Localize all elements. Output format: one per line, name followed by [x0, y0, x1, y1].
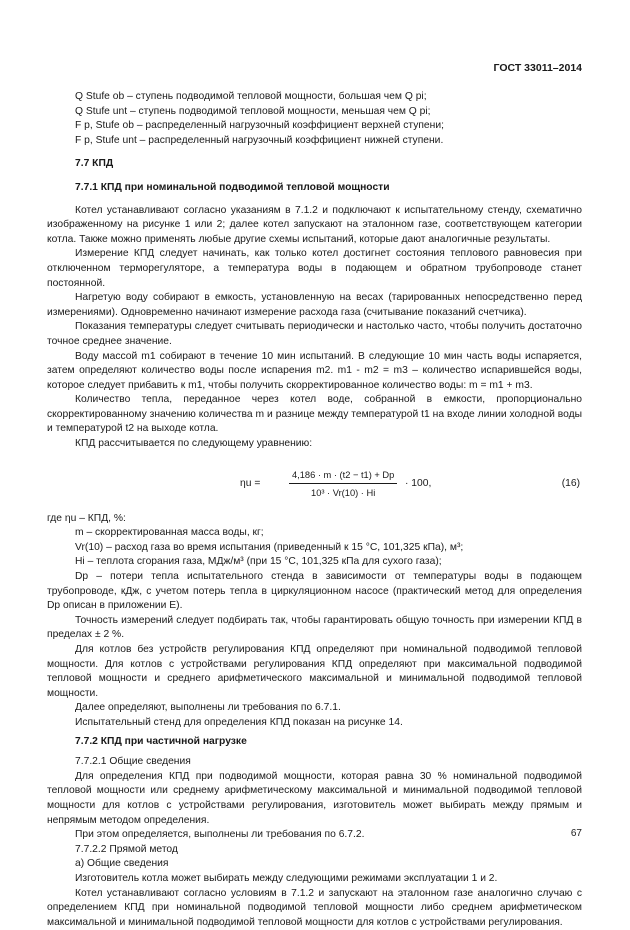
clause-title: 7.7.2.2 Прямой метод	[47, 843, 582, 858]
paragraph: Количество тепла, переданное через котел воде, собранной в емкости, пропорционально скорректированному значению количества m и разнице между температурой t1 на входе линии холодной воды и температурой t2 на выходе котла.	[47, 393, 582, 437]
subsection-heading: 7.7.2 КПД при частичной нагрузке	[47, 735, 582, 750]
equation-denominator: 10³ · Vr(10) · Hi	[289, 484, 397, 501]
equation-fraction	[289, 468, 397, 501]
equation-numerator: 4,186 · m · (t2 − t1) + Dp	[289, 468, 397, 485]
symbol-definition: Hi – теплота сгорания газа, МДж/м³ (при 15 °С, 101,325 кПа для сухого газа);	[47, 555, 582, 570]
paragraph: Воду массой m1 собирают в течение 10 мин испытаний. В следующие 10 мин часть воды испаряется, затем определяют количество воды после испарения m2. m1 - m2 = m3 – количество испарившейся воды, которое следует прибавить к m1, чтобы получить скорректированное количество воды: m = m1 + m3.	[47, 350, 582, 394]
paragraph: Далее определяют, выполнены ли требования по 6.7.1.	[47, 701, 582, 716]
section-heading: 7.7 КПД	[47, 157, 582, 172]
list-item-label: а) Общие сведения	[47, 857, 582, 872]
page-number: 67	[571, 828, 582, 839]
equation-lhs: ηu =	[240, 477, 260, 492]
symbol-definition: Q Stufe ob – ступень подводимой тепловой мощности, большая чем Q pi;	[47, 90, 582, 105]
paragraph: Котел устанавливают согласно условиям в 7.1.2 и запускают на эталонном газе аналогично случаю с определением КПД при номинальной подводимой тепловой мощности либо среднем арифметическом максимальной и минимальной подводимой тепловой мощности для котлов с устройствами регулирования.	[47, 887, 582, 930]
symbol-definition: F p, Stufe ob – распределенный нагрузочный коэффициент верхней ступени;	[47, 119, 582, 134]
paragraph: Измерение КПД следует начинать, как только котел достигнет состояния теплового равновесия при отключенном терморегуляторе, а температура воды в подающем и обратном трубопроводе станет постоянной.	[47, 247, 582, 291]
efficiency-equation	[47, 458, 582, 508]
paragraph: Для определения КПД при подводимой мощности, которая равна 30 % номинальной подводимой тепловой мощности или среднему арифметическому максимальной и минимальной подводимой тепловой мощности для котлов с устройствами регулирования, изготовитель может выбирать между прямым и непрямым методом определения.	[47, 770, 582, 828]
clause-title: 7.7.2.1 Общие сведения	[47, 755, 582, 770]
symbol-definition: F p, Stufe unt – распределенный нагрузочный коэффициент нижней ступени.	[47, 134, 582, 149]
symbol-definition: m – скорректированная масса воды, кг;	[47, 526, 582, 541]
paragraph: При этом определяется, выполнены ли требования по 6.7.2.	[47, 828, 582, 843]
symbol-definition: Q Stufe unt – ступень подводимой тепловой мощности, меньшая чем Q pi;	[47, 105, 582, 120]
subsection-heading: 7.7.1 КПД при номинальной подводимой тепловой мощности	[47, 181, 582, 196]
where-line: где ηu – КПД, %:	[47, 512, 582, 527]
document-header: ГОСТ 33011–2014	[494, 62, 582, 74]
equation-tail: · 100,	[405, 477, 431, 492]
paragraph: Нагретую воду собирают в емкость, установленную на весах (тарированных непосредственно перед измерениями). Одновременно начинают измерение расхода газа (считывание показаний счетчика).	[47, 291, 582, 320]
paragraph: Показания температуры следует считывать периодически и настолько часто, чтобы получить достаточно точное среднее значение.	[47, 320, 582, 349]
paragraph: Для котлов без устройств регулирования КПД определяют при номинальной подводимой тепловой мощности. Для котлов с устройствами регулирования КПД определяют при максимальной подводимой тепловой мощности и среднего арифметического максимальной и минимальной подводимой тепловой мощности.	[47, 643, 582, 701]
symbol-definition: Vr(10) – расход газа во время испытания (приведенный к 15 °С, 101,325 кПа), м³;	[47, 541, 582, 556]
paragraph: КПД рассчитывается по следующему уравнению:	[47, 437, 582, 452]
paragraph: Котел устанавливают согласно указаниям в 7.1.2 и подключают к испытательному стенду, схематично изображенному на рисунке 1 или 2; далее котел запускают на эталонном газе, соответствующем категории котла. Также можно применять любые другие схемы испытаний, которые дают аналогичные результаты.	[47, 204, 582, 248]
symbol-definition: Dp – потери тепла испытательного стенда в зависимости от температуры воды в подающем трубопроводе, кДж, с учетом потерь тепла в циркуляционном насосе (практический метод для определения Dp описан в приложении Е).	[47, 570, 582, 614]
paragraph: Испытательный стенд для определения КПД показан на рисунке 14.	[47, 716, 582, 731]
paragraph: Изготовитель котла может выбирать между следующими режимами эксплуатации 1 и 2.	[47, 872, 582, 887]
page-body	[47, 90, 582, 930]
paragraph: Точность измерений следует подбирать так, чтобы гарантировать общую точность при измерении КПД в пределах ± 2 %.	[47, 614, 582, 643]
equation-number: (16)	[562, 477, 580, 492]
